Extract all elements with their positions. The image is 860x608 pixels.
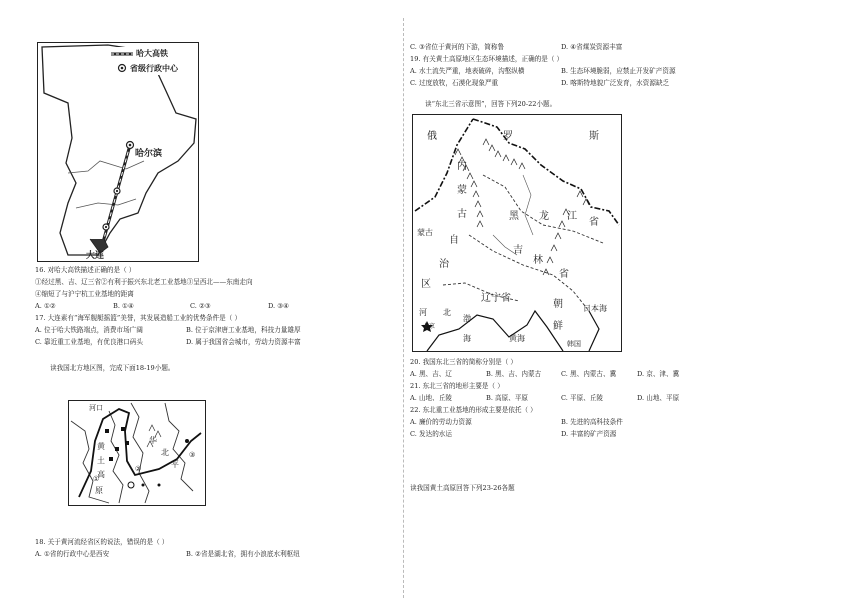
map3-qu: 区 <box>421 279 431 290</box>
northeast-provinces-map <box>412 114 622 352</box>
q19-option-d[interactable]: D. 喀斯特地貌广泛发育，水资源缺乏 <box>561 79 670 87</box>
map3-hei: 黑 <box>509 211 519 222</box>
north-china-map <box>68 400 206 506</box>
legend-hsr-label: 哈大高铁 <box>136 49 168 58</box>
q16-option-c[interactable]: C. ②③ <box>190 302 211 310</box>
q16-option-d[interactable]: D. ③④ <box>268 302 290 310</box>
intro-23-26: 读我国黄土高原回答下列23-26各题 <box>410 484 515 492</box>
q16-items: ①经过黑、吉、辽三省②有利于振兴东北老工业基地③呈西北——东南走向 <box>35 278 253 286</box>
city-harbin-label: 哈尔滨 <box>135 149 163 159</box>
q22-stem: 22. 东北重工业基地的形成主要是依托（ ） <box>410 406 537 414</box>
q22-option-c[interactable]: C. 发达的水运 <box>410 430 452 438</box>
label-huang: 黄 <box>97 442 105 451</box>
label-num-1: ① <box>93 475 100 483</box>
q19-option-a[interactable]: A. 水土流失严重，地表破碎，沟壑纵横 <box>410 67 525 75</box>
map3-huanghai: 黄海 <box>509 334 525 343</box>
map3-long: 龙 <box>539 211 549 222</box>
map3-jiang: 江 <box>567 211 577 222</box>
q18-stem: 18. 关于黄河流经省区的说法，错误的是（ ） <box>35 538 169 546</box>
map3-gu: 古 <box>457 209 467 220</box>
q20-stem: 20. 我国东北三省的简称分别是（ ） <box>410 358 517 366</box>
column-divider <box>403 18 404 598</box>
map3-japan-sea: 日本海 <box>583 304 607 313</box>
q18-option-d[interactable]: D. ④省煤炭资源丰富 <box>561 43 623 51</box>
q21-option-b[interactable]: B. 高原、平原 <box>486 394 529 402</box>
map3-luo: 罗 <box>503 131 513 142</box>
city-dalian-label: 大连 <box>86 251 105 261</box>
q17-option-d[interactable]: D. 属于我国省会城市，劳动力资源丰富 <box>186 338 301 346</box>
q21-option-c[interactable]: C. 平原、丘陵 <box>561 394 603 402</box>
q21-option-d[interactable]: D. 山地、平原 <box>637 394 680 402</box>
q18-option-a[interactable]: A. ①省的行政中心是西安 <box>35 550 110 558</box>
map3-zhi: 治 <box>439 259 449 270</box>
q20-option-d[interactable]: D. 京、津、冀 <box>637 370 680 378</box>
map3-beijing: 北京 <box>423 323 436 330</box>
q18-option-b[interactable]: B. ②省是湖北省，拥有小浪底水利枢纽 <box>186 550 300 558</box>
map3-zi: 自 <box>449 235 459 246</box>
q22-option-a[interactable]: A. 廉价的劳动力资源 <box>410 418 472 426</box>
q22-option-d[interactable]: D. 丰富的矿产资源 <box>561 430 617 438</box>
q16-item4: ④缩短了与沪宁杭工业基地的距离 <box>35 290 134 298</box>
map3-chao: 朝 <box>553 299 563 310</box>
label-hekou: 河口 <box>89 404 103 412</box>
label-tu: 土 <box>97 456 105 465</box>
map3-hai: 海 <box>463 334 471 343</box>
map3-bohai: 渤 <box>463 314 471 323</box>
q16-option-a[interactable]: A. ①② <box>35 302 56 310</box>
q22-option-b[interactable]: B. 先进的高科技条件 <box>561 418 623 426</box>
q19-option-b[interactable]: B. 生态环境脆弱，应禁止开发矿产资源 <box>561 67 676 75</box>
q17-option-b[interactable]: B. 位于京津唐工业基地，科技力量雄厚 <box>186 326 301 334</box>
northeast-outline-svg <box>38 43 198 261</box>
label-ping: 平 <box>171 460 179 469</box>
q16-stem: 16. 对哈大高铁描述正确的是（ ） <box>35 266 136 274</box>
yellow-river-svg <box>69 401 205 505</box>
map3-xian: 鲜 <box>553 321 563 332</box>
map3-sheng: 省 <box>589 217 599 228</box>
q20-option-b[interactable]: B. 黑、吉、内蒙古 <box>486 370 542 378</box>
label-yuan: 原 <box>95 486 103 495</box>
map3-meng: 蒙 <box>457 185 467 196</box>
intro-20-22: 读“东北三省示意图”，回答下列20-22小题。 <box>425 100 557 108</box>
harbin-dalian-map <box>37 42 199 262</box>
q20-option-c[interactable]: C. 黑、内蒙古、冀 <box>561 370 617 378</box>
q21-option-a[interactable]: A. 山地、丘陵 <box>410 394 452 402</box>
q18-option-c[interactable]: C. ③省位于黄河的下游，简称鲁 <box>410 43 505 51</box>
map3-si: 斯 <box>589 131 599 142</box>
map3-bei: 北 <box>443 308 451 317</box>
q21-stem: 21. 东北三省的地形主要是（ ） <box>410 382 504 390</box>
label-hua: 华 <box>149 436 157 445</box>
map3-ji: 吉 <box>513 245 523 256</box>
label-num-3: ③ <box>189 451 196 459</box>
q20-option-a[interactable]: A. 黑、吉、辽 <box>410 370 452 378</box>
legend-capital-label: 省级行政中心 <box>130 64 178 73</box>
label-num-2: ② <box>135 465 142 473</box>
q19-option-c[interactable]: C. 过度放牧，石漠化现象严重 <box>410 79 499 87</box>
label-bei: 北 <box>161 448 169 457</box>
map3-he: 河 <box>419 308 427 317</box>
q16-option-b[interactable]: B. ①④ <box>113 302 134 310</box>
map3-sheng2: 省 <box>559 269 569 280</box>
q19-stem: 19. 有关黄土高原地区生态环境描述，正确的是（ ） <box>410 55 564 63</box>
map3-lin: 林 <box>533 255 543 266</box>
q17-stem: 17. 大连素有“海军舰艇摇篮”美誉，其发展造船工业的优势条件是（ ） <box>35 314 242 322</box>
q17-option-a[interactable]: A. 位于哈大铁路端点，消费市场广阔 <box>35 326 143 334</box>
map3-korea: 韩国 <box>567 340 581 348</box>
map3-mongolia: 蒙古 <box>417 228 433 237</box>
map3-nei: 内 <box>457 161 467 172</box>
map3-liaoning: 辽宁省 <box>481 293 511 304</box>
q17-option-c[interactable]: C. 靠近重工业基地，有优良港口码头 <box>35 338 143 346</box>
map3-e-russia: 俄 <box>427 131 437 142</box>
label-gao: 高 <box>97 470 105 479</box>
intro-18-19: 读我国北方地区图，完成下面18-19小题。 <box>50 364 175 372</box>
